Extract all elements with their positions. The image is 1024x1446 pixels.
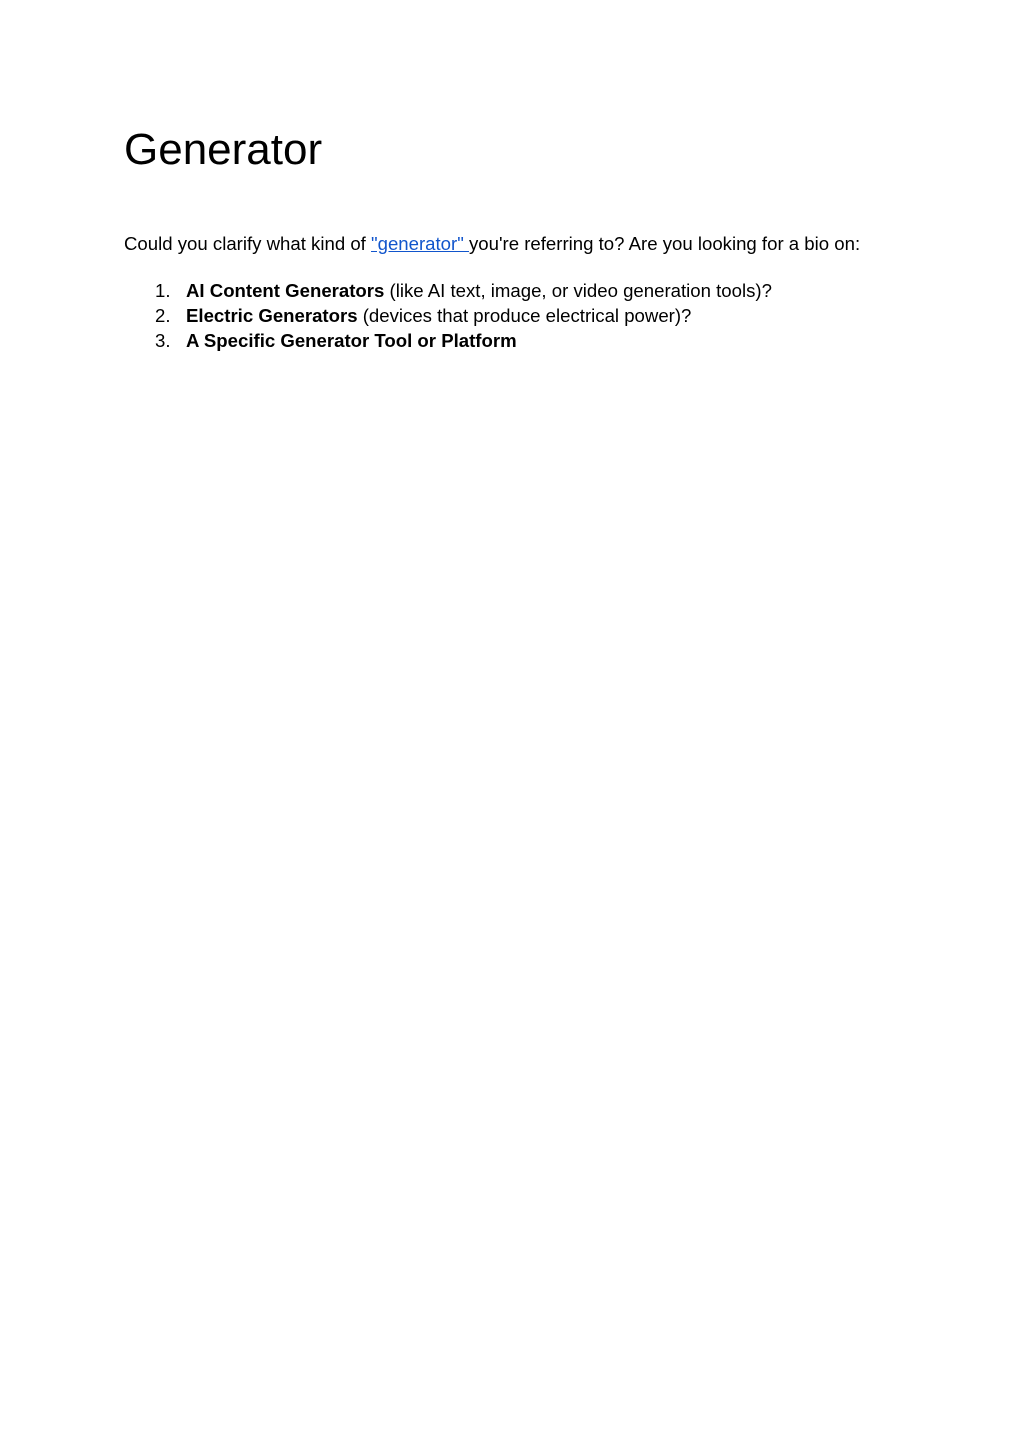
list-item [124, 278, 772, 303]
list-number: 3. [155, 330, 171, 351]
list-number: 2. [155, 305, 171, 326]
list-item [124, 303, 772, 328]
option-bold: AI Content Generators [186, 280, 385, 301]
option-description: (like AI text, image, or video generation tools)? [384, 280, 772, 301]
option-bold: A Specific Generator Tool or Platform [186, 330, 517, 351]
generator-link[interactable]: "generator" [371, 233, 469, 254]
option-bold: Electric Generators [186, 305, 358, 326]
options-list [124, 278, 772, 353]
page-title: Generator [124, 125, 323, 174]
list-number: 1. [155, 280, 171, 301]
intro-paragraph [124, 232, 860, 256]
list-item [124, 328, 772, 353]
intro-text-before: Could you clarify what kind of [124, 233, 372, 254]
option-description: (devices that produce electrical power)? [357, 305, 692, 326]
intro-text-after: you're referring to? Are you looking for a bio on: [468, 233, 861, 254]
